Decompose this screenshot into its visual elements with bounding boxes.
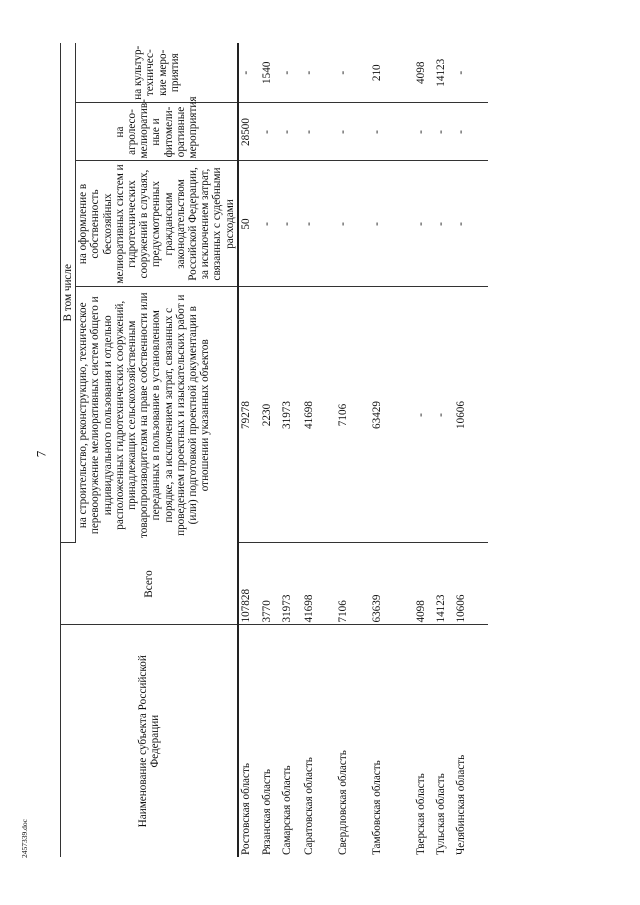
table-row: [280, 43, 302, 857]
construction-cell: 41698: [302, 287, 336, 543]
region-cell: Рязанская область: [260, 769, 273, 855]
construction-cell: -: [434, 287, 454, 543]
cultural-cell: -: [280, 43, 302, 103]
header-agro: на агролесо-мелиоратив-ные и фитомели-оративные мероприятия: [76, 103, 238, 161]
total-cell: 41698: [302, 543, 336, 625]
total-cell: 3770: [260, 543, 280, 625]
total-cell: 14123: [434, 543, 454, 625]
construction-cell: 79278: [238, 287, 260, 543]
region-cell: Саратовская область: [302, 757, 315, 855]
registration-cell: -: [414, 161, 434, 287]
cultural-cell: 14123: [434, 43, 454, 103]
document-code: 2457339.doc: [20, 819, 29, 858]
region-cell: Тамбовская область: [370, 760, 383, 855]
agro-cell: 28500: [238, 103, 260, 161]
header-construction: на строительство, реконструкцию, техническое перевооружение мелиоративных систем общего и индивидуального пользования и отдельно расположенных гидротехнических сооружений, принадлежащих сельскохозяйственным товаропроизводителям на праве собственности или переданных в пользование в установленном порядке, за исключением затрат, связанных с проведением проектных и изыскательских работ и (или) подготовкой проектной документации в отношении указанных объектов: [76, 287, 238, 543]
page-number: 7: [33, 450, 49, 458]
cultural-cell: 4098: [414, 43, 434, 103]
cultural-cell: -: [302, 43, 336, 103]
region-cell: Тверская область: [414, 773, 427, 855]
cultural-cell: -: [336, 43, 370, 103]
registration-cell: -: [434, 161, 454, 287]
agro-cell: -: [370, 103, 414, 161]
total-cell: 10606: [454, 543, 488, 625]
registration-cell: -: [260, 161, 280, 287]
cultural-cell: -: [238, 43, 260, 103]
agro-cell: -: [434, 103, 454, 161]
table-row: [434, 43, 454, 857]
agro-cell: -: [414, 103, 434, 161]
total-cell: 31973: [280, 543, 302, 625]
header-total: Всего: [61, 543, 238, 625]
region-cell: Челябинская область: [454, 754, 467, 855]
total-cell: 4098: [414, 543, 434, 625]
agro-cell: -: [260, 103, 280, 161]
header-in-that-number: В том числе: [61, 43, 76, 543]
region-cell: Самарская область: [280, 765, 293, 855]
region-cell: Тульская область: [434, 773, 447, 855]
construction-cell: -: [414, 287, 434, 543]
agro-cell: -: [280, 103, 302, 161]
table-row: [370, 43, 414, 857]
total-cell: 7106: [336, 543, 370, 625]
table-row: [414, 43, 434, 857]
registration-cell: 50: [238, 161, 260, 287]
rotated-table-container: [60, 43, 467, 857]
total-cell: 107828: [238, 543, 260, 625]
table-row: [260, 43, 280, 857]
cultural-cell: 1540: [260, 43, 280, 103]
table-row: [454, 43, 488, 857]
table-row: [302, 43, 336, 857]
subsidy-table: [60, 43, 488, 857]
region-cell: Свердловская область: [336, 750, 349, 855]
construction-cell: 7106: [336, 287, 370, 543]
agro-cell: -: [454, 103, 488, 161]
registration-cell: -: [370, 161, 414, 287]
registration-cell: -: [336, 161, 370, 287]
region-cell: Ростовская область: [239, 763, 252, 855]
registration-cell: -: [302, 161, 336, 287]
registration-cell: -: [280, 161, 302, 287]
registration-cell: -: [454, 161, 488, 287]
header-cultural: на культур-техничес-кие меро-приятия: [76, 43, 238, 103]
total-cell: 63639: [370, 543, 414, 625]
construction-cell: 2230: [260, 287, 280, 543]
construction-cell: 10606: [454, 287, 488, 543]
header-region: Наименование субъекта Российской Федерации: [61, 625, 238, 857]
header-registration: на оформление в собственность бесхозяйных мелиоративных систем и гидротехнических сооружений в случаях, предусмотренных гражданским законодательством Российской Федерации, за исключением затрат, связанных с судебными расходами: [76, 161, 238, 287]
agro-cell: -: [336, 103, 370, 161]
construction-cell: 63429: [370, 287, 414, 543]
cultural-cell: 210: [370, 43, 414, 103]
table-row: [336, 43, 370, 857]
construction-cell: 31973: [280, 287, 302, 543]
agro-cell: -: [302, 103, 336, 161]
table-row: [238, 43, 260, 857]
cultural-cell: -: [454, 43, 488, 103]
table-body: [238, 43, 488, 857]
